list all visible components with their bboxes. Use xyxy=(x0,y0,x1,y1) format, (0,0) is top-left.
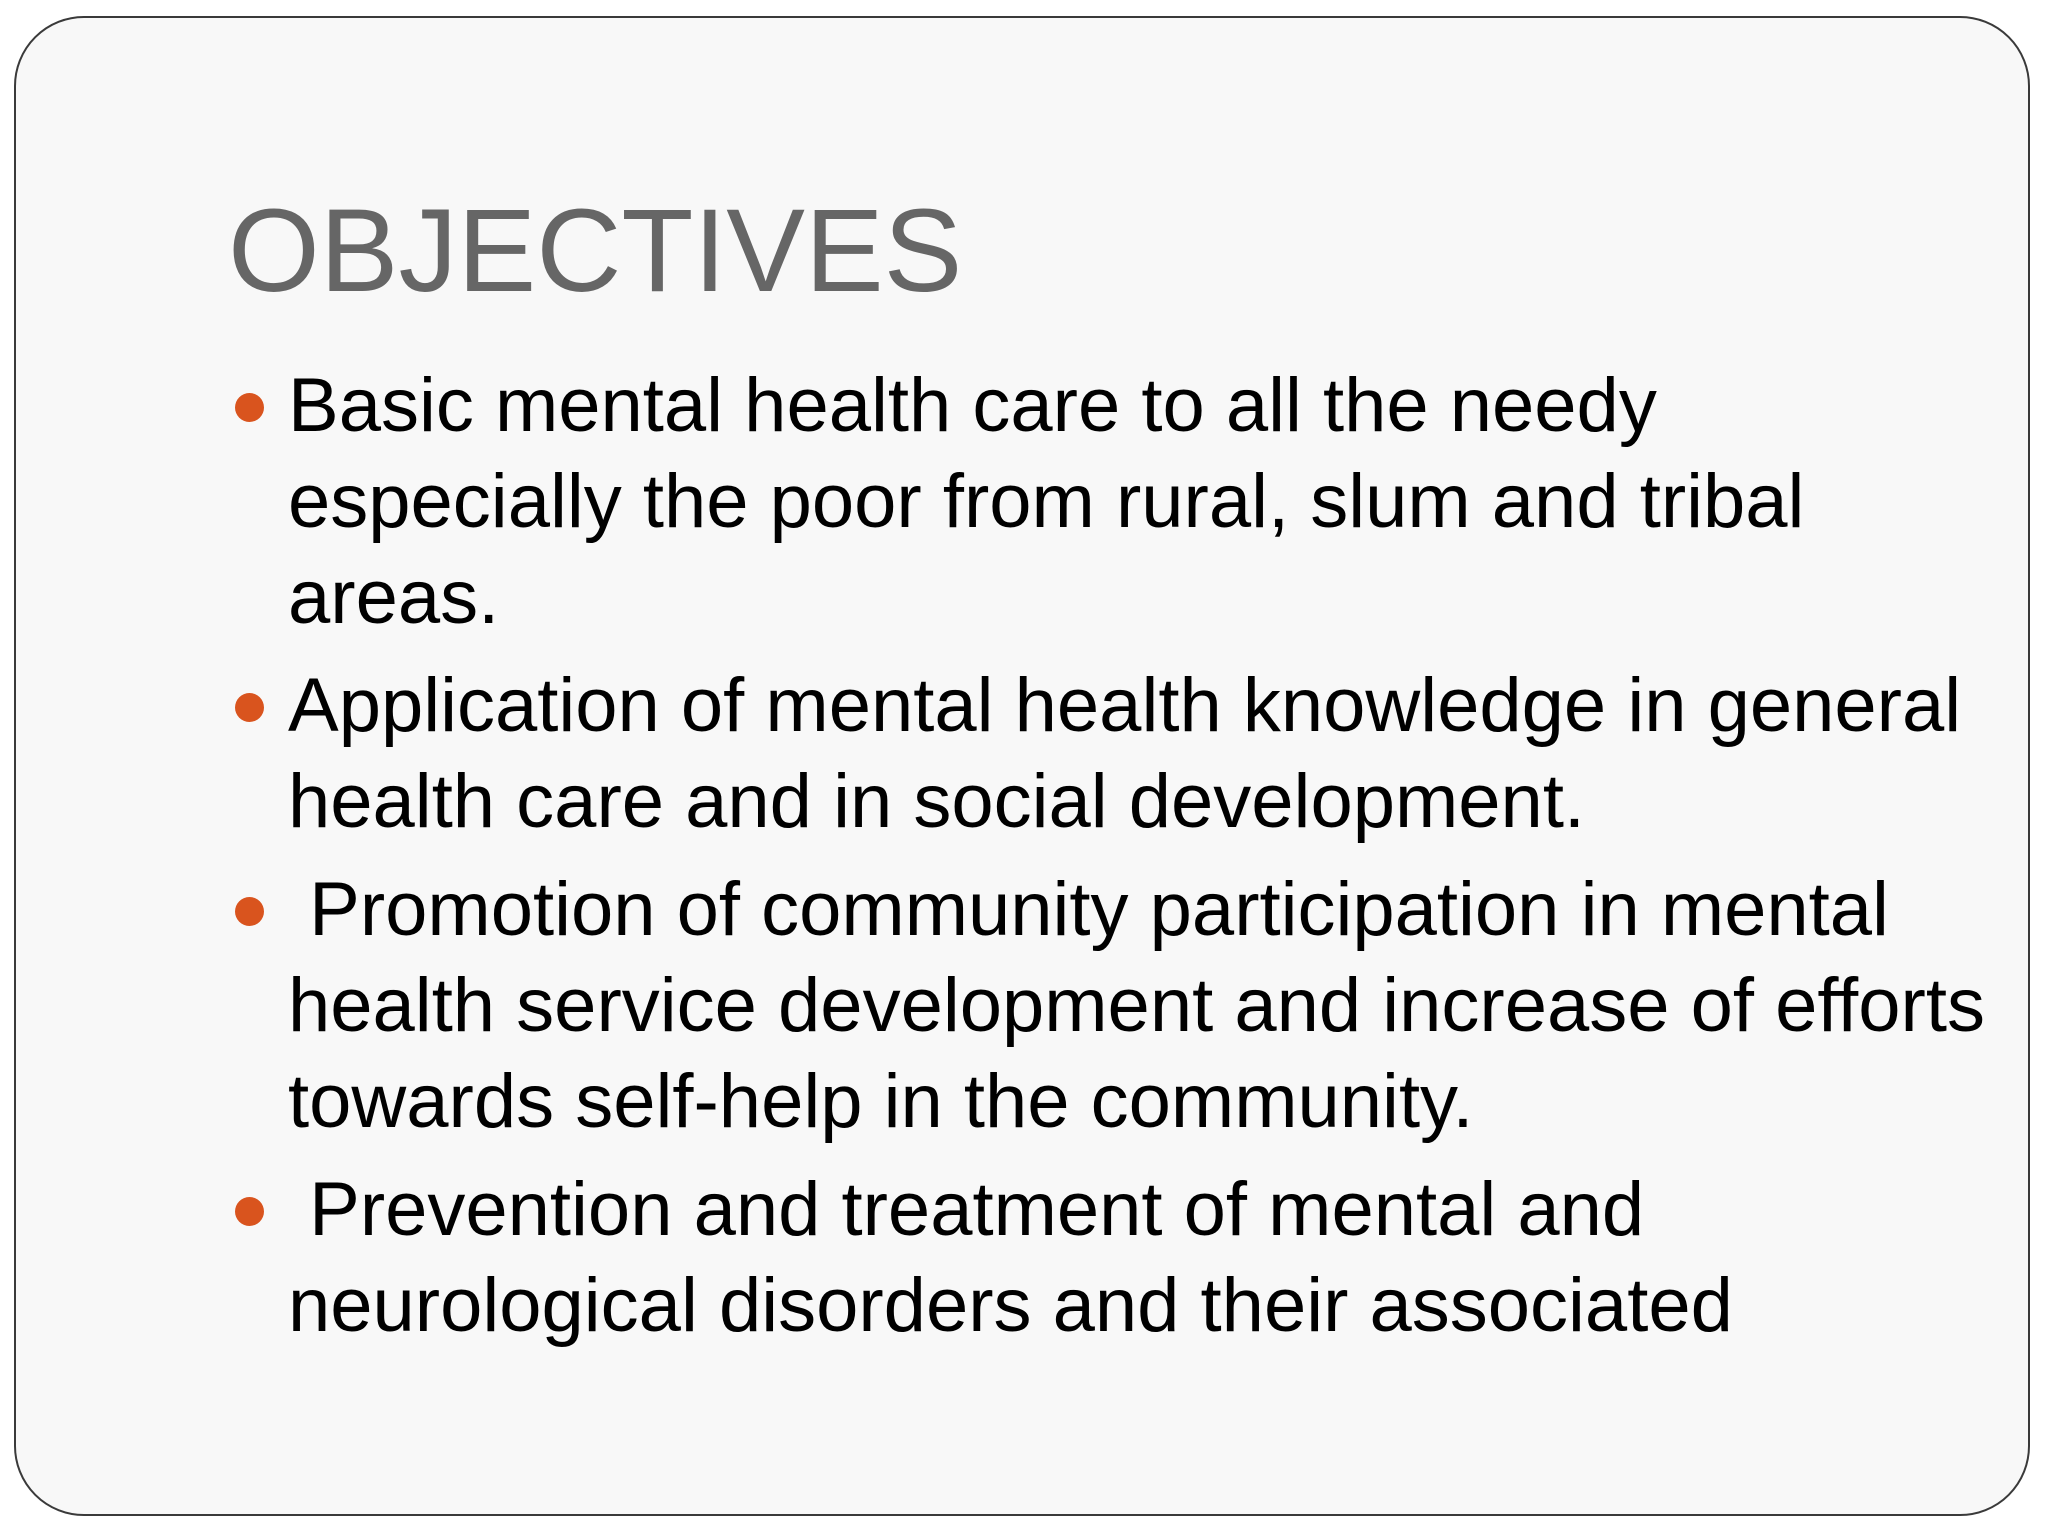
bullet-dot-icon xyxy=(235,1197,264,1226)
slide-frame xyxy=(14,16,2030,1516)
bullet-text: Prevention and treatment of mental and neurological disorders and their associated xyxy=(288,1167,1733,1348)
bullet-dot-icon xyxy=(235,693,264,722)
bullet-item xyxy=(228,358,2008,646)
bullet-text: Promotion of community participation in mental health service development and increase of efforts towards self-help in the community. xyxy=(288,867,2007,1144)
slide-title: OBJECTIVES xyxy=(228,185,963,317)
bullet-text: Application of mental health knowledge in general health care and in social development. xyxy=(288,663,1962,844)
bullet-item xyxy=(228,862,2008,1150)
bullet-dot-icon xyxy=(235,393,264,422)
bullet-item xyxy=(228,658,2008,850)
bullet-text: Basic mental health care to all the needy especially the poor from rural, slum and tribal areas. xyxy=(288,363,1805,640)
bullet-list xyxy=(228,358,2008,1366)
bullet-item xyxy=(228,1162,2008,1354)
bullet-dot-icon xyxy=(235,897,264,926)
